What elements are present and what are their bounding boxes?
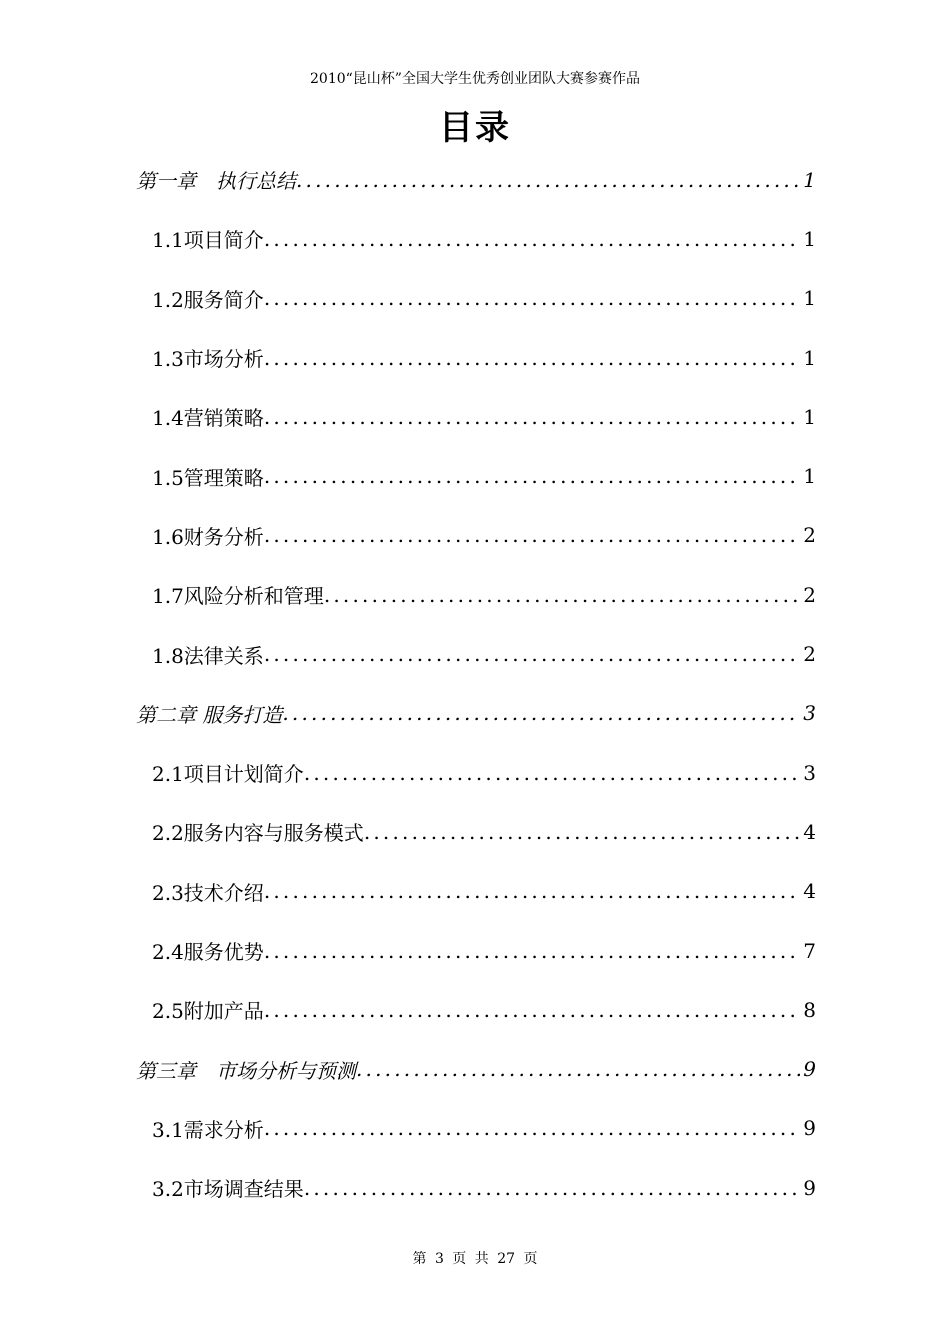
toc-section-1-1[interactable] [136, 209, 816, 268]
page-header: 2010“昆山杯”全国大学生优秀创业团队大赛参赛作品 [310, 71, 640, 87]
toc-leader-dots [264, 405, 800, 429]
toc-section-2-5[interactable] [136, 980, 816, 1039]
toc-leader-dots [282, 701, 800, 725]
toc-leader-dots [264, 1116, 800, 1140]
toc-entry-label: 2.5附加产品 [152, 999, 264, 1024]
toc-leader-dots [264, 464, 800, 488]
toc-entry-label: 2.2服务内容与服务模式 [152, 821, 364, 846]
table-of-contents [136, 150, 816, 1217]
toc-entry-label: 1.8法律关系 [152, 643, 264, 668]
toc-page-number: 9 [803, 1175, 816, 1200]
toc-page-number: 2 [803, 642, 816, 667]
toc-entry-label: 第三章 市场分析与预测 [136, 1058, 356, 1083]
toc-page-number: 3 [803, 760, 816, 785]
toc-leader-dots [264, 998, 800, 1022]
toc-leader-dots [264, 227, 800, 251]
toc-entry-label: 1.7风险分析和管理 [152, 584, 324, 609]
toc-chapter-2[interactable] [136, 684, 816, 743]
toc-section-1-8[interactable] [136, 624, 816, 683]
toc-entry-label: 第二章 服务打造 [136, 702, 283, 727]
toc-page-number: 7 [803, 938, 816, 963]
toc-entry-label: 2.3技术介绍 [152, 880, 264, 905]
toc-section-2-4[interactable] [136, 921, 816, 980]
toc-page-number: 1 [803, 226, 816, 251]
toc-section-1-5[interactable] [136, 446, 816, 505]
toc-page-number: 1 [803, 167, 816, 192]
toc-leader-dots [264, 642, 800, 666]
toc-entry-label: 2.1项目计划简介 [152, 762, 304, 787]
toc-section-3-1[interactable] [136, 1099, 816, 1158]
toc-leader-dots [324, 583, 800, 607]
toc-page-number: 2 [803, 523, 816, 548]
toc-section-3-2[interactable] [136, 1158, 816, 1217]
toc-section-1-7[interactable] [136, 565, 816, 624]
toc-leader-dots [296, 168, 800, 192]
toc-section-1-3[interactable] [136, 328, 816, 387]
toc-page-number: 1 [803, 286, 816, 311]
toc-chapter-1[interactable] [136, 150, 816, 209]
toc-leader-dots [356, 1057, 800, 1081]
toc-entry-label: 2.4服务优势 [152, 940, 264, 964]
toc-leader-dots [264, 879, 800, 903]
toc-page-number: 4 [803, 879, 816, 904]
toc-leader-dots [264, 523, 800, 547]
toc-leader-dots [364, 820, 800, 844]
toc-leader-dots [264, 346, 800, 370]
toc-entry-label: 3.2市场调查结果 [152, 1177, 304, 1202]
toc-section-2-3[interactable] [136, 862, 816, 921]
toc-section-2-2[interactable] [136, 802, 816, 861]
toc-entry-label: 1.3市场分析 [152, 347, 264, 372]
toc-section-2-1[interactable] [136, 743, 816, 802]
toc-page-number: 9 [803, 1057, 816, 1082]
toc-page-number: 9 [803, 1116, 816, 1141]
toc-section-1-4[interactable] [136, 387, 816, 446]
toc-page-number: 1 [803, 345, 816, 370]
page-footer: 第 3 页 共 27 页 [412, 1251, 538, 1267]
toc-chapter-3[interactable] [136, 1039, 816, 1098]
toc-entry-label: 3.1需求分析 [152, 1117, 264, 1142]
toc-leader-dots [264, 286, 800, 310]
toc-page-number: 3 [803, 701, 816, 726]
toc-leader-dots [304, 761, 800, 785]
toc-page-number: 2 [803, 582, 816, 607]
toc-page-number: 4 [803, 819, 816, 844]
toc-entry-label: 1.4营销策略 [152, 406, 264, 431]
toc-entry-label: 1.2服务简介 [152, 287, 264, 312]
toc-page-number: 1 [803, 464, 816, 489]
toc-entry-label: 1.1项目简介 [152, 228, 264, 253]
toc-entry-label: 1.6财务分析 [152, 524, 264, 549]
toc-page-number: 1 [803, 404, 816, 429]
toc-page-number: 8 [803, 997, 816, 1022]
toc-entry-label: 1.5管理策略 [152, 465, 264, 490]
toc-leader-dots [264, 939, 800, 963]
toc-entry-label: 第一章 执行总结 [136, 169, 296, 194]
toc-leader-dots [304, 1176, 800, 1200]
page-title: 目录 [439, 108, 511, 148]
toc-section-1-2[interactable] [136, 269, 816, 328]
toc-section-1-6[interactable] [136, 506, 816, 565]
